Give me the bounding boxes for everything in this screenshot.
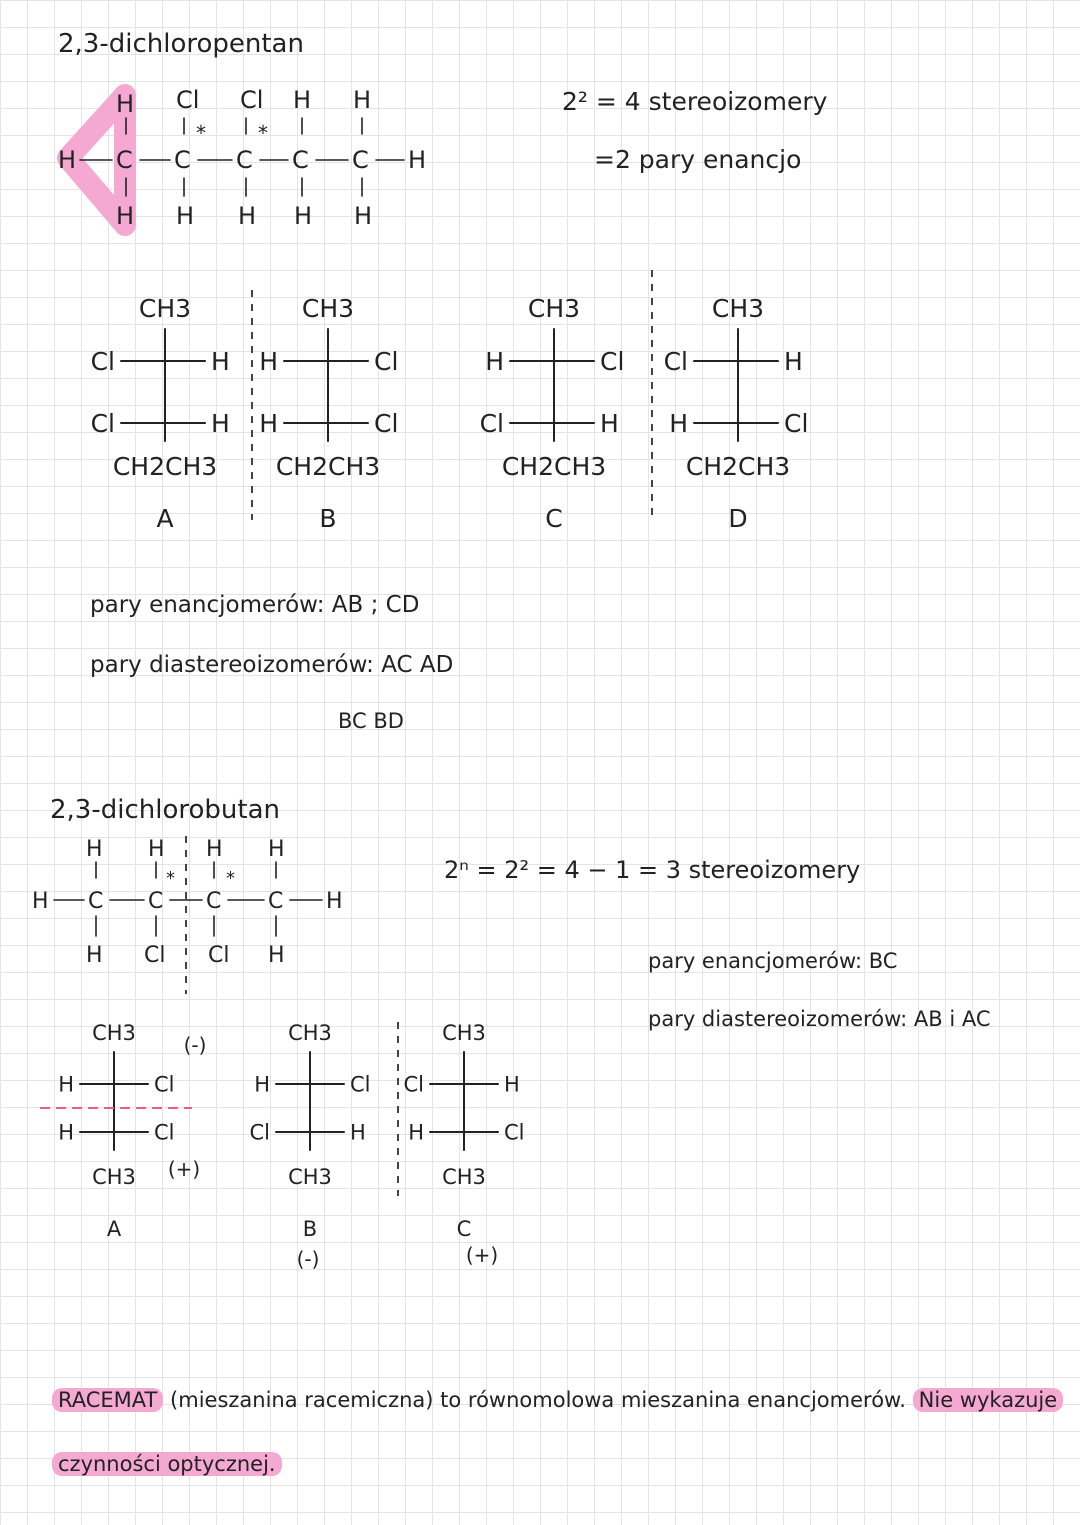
b-atom-bottom-4: H bbox=[268, 943, 285, 968]
fischer-label: A bbox=[156, 504, 174, 533]
fischer-label: B bbox=[302, 1217, 318, 1241]
b-carbon-1: C bbox=[88, 889, 104, 914]
fischer-bottom-group: CH3 bbox=[288, 1165, 332, 1189]
carbon-4: C bbox=[292, 146, 309, 174]
fischer-r2-left: Cl bbox=[479, 408, 504, 438]
atom-right-h: H bbox=[408, 146, 427, 174]
atom-left-h: H bbox=[58, 146, 77, 174]
section2-enantiomer-pairs: pary enancjomerów: BC bbox=[648, 949, 898, 973]
fischer-label: C bbox=[545, 504, 563, 533]
fischer-top-group: CH3 bbox=[138, 294, 192, 323]
carbon-2: C bbox=[174, 146, 191, 174]
stereocenter-star-2: * bbox=[258, 121, 268, 145]
fischer-r2-left: H bbox=[408, 1120, 424, 1145]
fischer-r2-left: Cl bbox=[90, 408, 115, 438]
fischer-bottom-group: CH3 bbox=[442, 1165, 486, 1189]
fischer-bottom-group: CH2CH3 bbox=[685, 452, 791, 481]
racemat-term: RACEMAT bbox=[52, 1388, 163, 1412]
b-left-h: H bbox=[32, 889, 49, 914]
section2-title: 2,3-dichlorobutan bbox=[50, 795, 280, 825]
sign-c: (+) bbox=[465, 1243, 499, 1267]
section1-title: 2,3-dichloropentan bbox=[58, 29, 304, 59]
fischer-r1-left: Cl bbox=[403, 1072, 424, 1097]
b-atom-bottom-3: Cl bbox=[208, 943, 230, 968]
atom-bottom-1: H bbox=[116, 202, 135, 230]
atom-bottom-2: H bbox=[176, 202, 195, 230]
fischer-projection bbox=[404, 1021, 525, 1241]
section1-projections bbox=[91, 294, 809, 533]
section1-diastereomer-pairs: pary diastereoizomerów: AC AD bbox=[90, 652, 454, 678]
fischer-projection bbox=[58, 1021, 174, 1241]
racemat-line-2 bbox=[52, 1452, 282, 1476]
sign-b: (-) bbox=[296, 1247, 320, 1271]
fischer-r2-right: Cl bbox=[504, 1120, 525, 1145]
atom-top-1: H bbox=[116, 90, 135, 118]
carbon-3: C bbox=[236, 146, 253, 174]
sign-a-top: (-) bbox=[183, 1033, 207, 1057]
fischer-projection bbox=[250, 1021, 371, 1241]
fischer-r2-right: Cl bbox=[154, 1120, 175, 1145]
fischer-projection bbox=[664, 294, 809, 533]
fischer-top-group: CH3 bbox=[527, 294, 581, 323]
section1-formula-note: 2² = 4 stereoizomery bbox=[562, 87, 828, 116]
b-atom-top-3: H bbox=[206, 837, 223, 862]
fischer-r1-right: H bbox=[211, 346, 230, 376]
butane-structure bbox=[32, 836, 343, 994]
atom-top-2: Cl bbox=[176, 86, 200, 114]
fischer-label: B bbox=[319, 504, 337, 533]
fischer-r1-right: Cl bbox=[350, 1072, 371, 1097]
fischer-label: A bbox=[106, 1217, 122, 1241]
fischer-r2-right: H bbox=[600, 408, 619, 438]
section2-projections bbox=[58, 1021, 524, 1271]
fischer-top-group: CH3 bbox=[711, 294, 765, 323]
b-carbon-3: C bbox=[206, 889, 222, 914]
fischer-r1-right: H bbox=[504, 1072, 520, 1097]
stereocenter-star-1: * bbox=[196, 121, 206, 145]
b-star-1: * bbox=[166, 868, 175, 889]
section1-pairs-note: =2 pary enancjo bbox=[594, 145, 802, 174]
atom-bottom-3: H bbox=[238, 202, 257, 230]
fischer-r1-left: H bbox=[254, 1072, 270, 1097]
fischer-top-group: CH3 bbox=[288, 1021, 332, 1045]
fischer-r1-right: Cl bbox=[374, 346, 399, 376]
section1-diastereomer-pairs-2: BC BD bbox=[338, 709, 404, 733]
fischer-r1-right: H bbox=[784, 346, 803, 376]
fischer-projection bbox=[91, 294, 230, 533]
fischer-r1-left: H bbox=[58, 1072, 74, 1097]
b-atom-top-4: H bbox=[268, 837, 285, 862]
b-right-h: H bbox=[326, 889, 343, 914]
fischer-r1-right: Cl bbox=[154, 1072, 175, 1097]
b-carbon-4: C bbox=[268, 889, 284, 914]
fischer-r2-right: H bbox=[211, 408, 230, 438]
fischer-r2-left: Cl bbox=[249, 1120, 270, 1145]
fischer-top-group: CH3 bbox=[92, 1021, 136, 1045]
fischer-label: D bbox=[728, 504, 748, 533]
fischer-r2-right: Cl bbox=[374, 408, 399, 438]
fischer-projection bbox=[480, 294, 625, 533]
b-atom-top-2: H bbox=[148, 837, 165, 862]
carbon-5: C bbox=[352, 146, 369, 174]
fischer-bottom-group: CH2CH3 bbox=[501, 452, 607, 481]
b-carbon-2: C bbox=[148, 889, 164, 914]
fischer-r1-left: Cl bbox=[663, 346, 688, 376]
fischer-r2-right: Cl bbox=[784, 408, 809, 438]
b-atom-bottom-2: Cl bbox=[144, 943, 166, 968]
atom-top-5: H bbox=[353, 86, 372, 114]
b-star-2: * bbox=[226, 868, 235, 889]
racemat-definition: (mieszanina racemiczna) to równomolowa mieszanina enancjomerów. bbox=[170, 1388, 906, 1412]
fischer-r2-right: H bbox=[350, 1120, 366, 1145]
racemat-highlight-2: czynności optycznej. bbox=[52, 1452, 282, 1476]
section2-formula-note: 2ⁿ = 2² = 4 − 1 = 3 stereoizomery bbox=[444, 856, 861, 884]
fischer-r1-right: Cl bbox=[600, 346, 625, 376]
fischer-top-group: CH3 bbox=[442, 1021, 486, 1045]
fischer-top-group: CH3 bbox=[301, 294, 355, 323]
fischer-label: C bbox=[456, 1217, 472, 1241]
racemat-line-1 bbox=[52, 1388, 1063, 1412]
fischer-r1-left: Cl bbox=[90, 346, 115, 376]
racemat-highlight-1: Nie wykazuje bbox=[913, 1388, 1064, 1412]
fischer-bottom-group: CH3 bbox=[92, 1165, 136, 1189]
fischer-bottom-group: CH2CH3 bbox=[275, 452, 381, 481]
atom-bottom-4: H bbox=[294, 202, 313, 230]
fischer-r2-left: H bbox=[58, 1120, 74, 1145]
carbon-1: C bbox=[116, 146, 133, 174]
fischer-r1-left: H bbox=[259, 346, 278, 376]
fischer-r1-left: H bbox=[485, 346, 504, 376]
section2-diastereomer-pairs: pary diastereoizomerów: AB i AC bbox=[648, 1007, 991, 1031]
fischer-r2-left: H bbox=[669, 408, 688, 438]
atom-top-4: H bbox=[293, 86, 312, 114]
fischer-r2-left: H bbox=[259, 408, 278, 438]
atom-bottom-5: H bbox=[354, 202, 373, 230]
fischer-bottom-group: CH2CH3 bbox=[112, 452, 218, 481]
b-atom-bottom-1: H bbox=[86, 943, 103, 968]
atom-top-3: Cl bbox=[240, 86, 264, 114]
sign-a-bottom: (+) bbox=[167, 1157, 201, 1181]
section1-enantiomer-pairs: pary enancjomerów: AB ; CD bbox=[90, 592, 420, 618]
fischer-projection bbox=[259, 294, 398, 533]
b-atom-top-1: H bbox=[86, 837, 103, 862]
